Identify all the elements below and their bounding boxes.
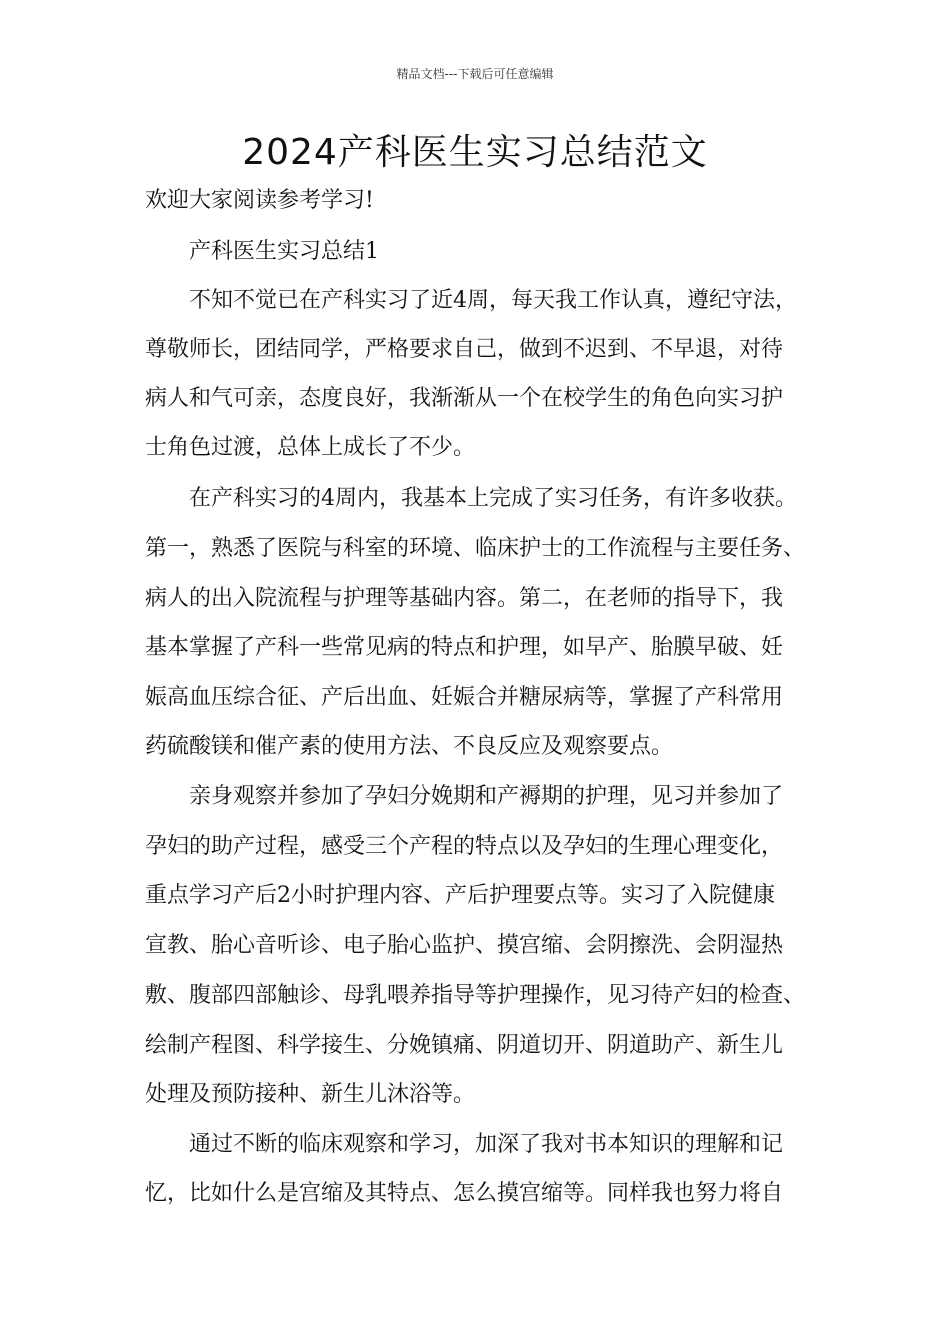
text-line: 尊敬师长，团结同学，严格要求自己，做到不迟到、不早退，对待 — [145, 337, 784, 362]
text-line: 不知不觉已在产科实习了近4周，每天我工作认真，遵纪守法， — [189, 288, 797, 313]
text-line: 绘制产程图、科学接生、分娩镇痛、阴道切开、阴道助产、新生儿 — [145, 1033, 784, 1058]
text-line: 忆，比如什么是宫缩及其特点、怎么摸宫缩等。同样我也努力将自 — [145, 1181, 784, 1206]
text-line: 孕妇的助产过程，感受三个产程的特点以及孕妇的生理心理变化， — [145, 834, 784, 859]
section-heading: 产科医生实习总结1 — [189, 239, 379, 264]
document-title: 2024产科医生实习总结范文 — [242, 132, 708, 173]
text-line: 重点学习产后2小时护理内容、产后护理要点等。实习了入院健康 — [145, 883, 775, 908]
text-line: 在产科实习的4周内，我基本上完成了实习任务，有许多收获。 — [189, 486, 797, 511]
text-line: 士角色过渡，总体上成长了不少。 — [145, 435, 476, 460]
text-line: 处理及预防接种、新生儿沐浴等。 — [145, 1082, 476, 1107]
text-line: 娠高血压综合征、产后出血、妊娠合并糖尿病等，掌握了产科常用 — [145, 685, 784, 710]
text-line: 第一，熟悉了医院与科室的环境、临床护士的工作流程与主要任务、 — [145, 536, 806, 561]
page-header: 精品文档---下载后可任意编辑 — [396, 67, 554, 81]
text-line: 宣教、胎心音听诊、电子胎心监护、摸宫缩、会阴擦洗、会阴湿热 — [145, 933, 784, 958]
text-line: 病人和气可亲，态度良好，我渐渐从一个在校学生的角色向实习护 — [145, 386, 784, 411]
text-line: 通过不断的临床观察和学习，加深了我对书本知识的理解和记 — [189, 1132, 784, 1157]
text-line: 亲身观察并参加了孕妇分娩期和产褥期的护理，见习并参加了 — [189, 784, 784, 809]
text-line: 敷、腹部四部触诊、母乳喂养指导等护理操作，见习待产妇的检查、 — [145, 983, 806, 1008]
text-line: 基本掌握了产科一些常见病的特点和护理，如早产、胎膜早破、妊 — [145, 635, 784, 660]
text-line: 病人的出入院流程与护理等基础内容。第二，在老师的指导下，我 — [145, 586, 784, 611]
text-line: 药硫酸镁和催产素的使用方法、不良反应及观察要点。 — [145, 734, 674, 759]
greeting-line: 欢迎大家阅读参考学习! — [145, 188, 374, 213]
